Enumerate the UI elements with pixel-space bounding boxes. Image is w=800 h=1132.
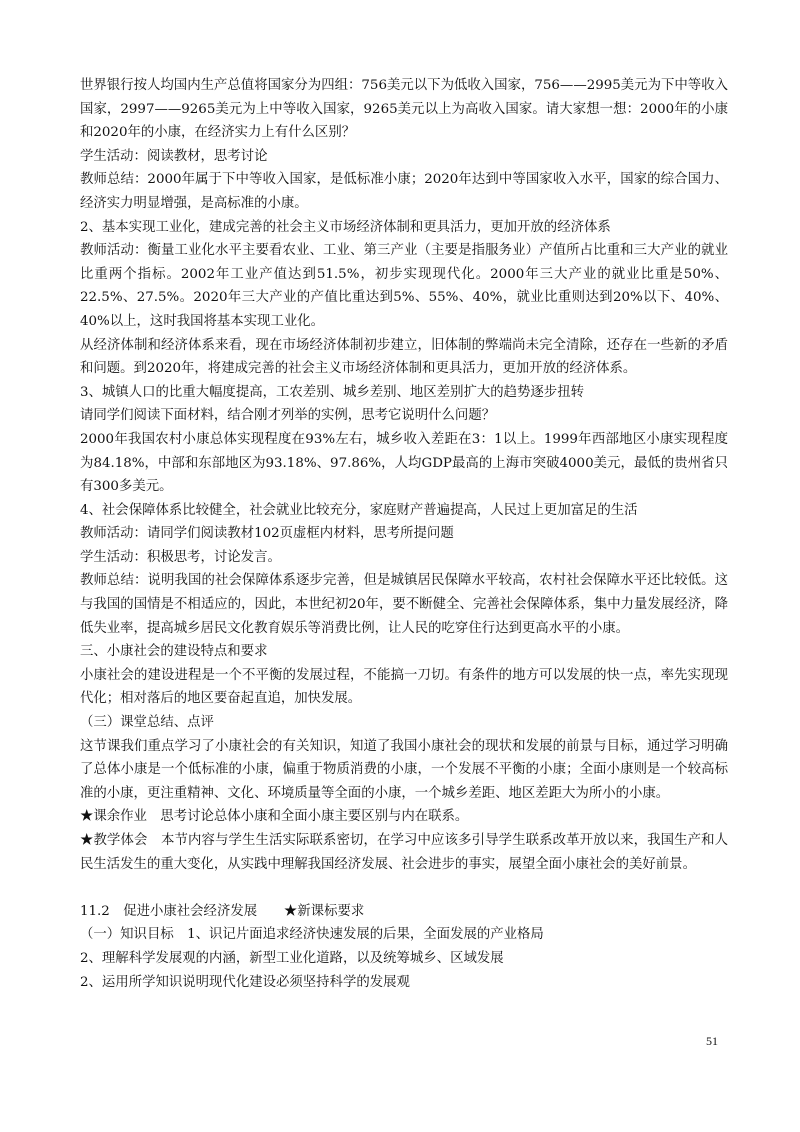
paragraph: 小康社会的建设进程是一个不平衡的发展过程，不能搞一刀切。有条件的地方可以发展的快一点，率先实现现代化；相对落后的地区要奋起直追，加快发展。 [80, 667, 728, 707]
paragraph: 2000年我国农村小康总体实现程度在93%左右，城乡收入差距在3：1以上。1999年西部地区小康实现程度为84.18%，中部和东部地区为93.18%、97.86%，人均GDP最高的上海市突破4000美元，最低的贵州省只有300多美元。 [80, 431, 728, 495]
paragraph: 学生活动：阅读教材，思考讨论 [80, 148, 268, 164]
paragraph: ★教学体会 本节内容与学生生活实际联系密切，在学习中应该多引导学生联系改革开放以来，我国生产和人民生活发生的重大变化，从实践中理解我国经济发展、社会进步的事实，展望全面小康社会的美好前景。 [80, 833, 728, 872]
paragraph: 2、运用所学知识说明现代化建设必须坚持科学的发展观 [80, 974, 410, 990]
blank-line [80, 876, 728, 900]
paragraph: （一）知识目标 1、识记片面追求经济快速发展的后果，全面发展的产业格局 [80, 927, 544, 943]
document-body [80, 74, 728, 994]
paragraph: 2、理解科学发展观的内涵，新型工业化道路，以及统筹城乡、区域发展 [80, 950, 504, 966]
paragraph: 教师活动：衡量工业化水平主要看农业、工业、第三产业（主要是指服务业）产值所占比重和三大产业的就业比重两个指标。2002年工业产值达到51.5%，初步实现现代化。2000年三大产业的就业比重是50%、22.5%、27.5%。2020年三大产业的产值比重达到5%、55%、40%，就业比重则达到20%以下、40%、40%以上，这时我国将基本实现工业化。 [80, 243, 728, 329]
section-heading: 三、小康社会的建设特点和要求 [80, 644, 268, 660]
paragraph: 请同学们阅读下面材料，结合刚才列举的实例，思考它说明什么问题？ [80, 408, 496, 424]
paragraph: 教师总结：2000年属于下中等收入国家，是低标准小康；2020年达到中等国家收入水平，国家的综合国力、经济实力明显增强，是高标准的小康。 [80, 172, 728, 211]
section-heading: 3、城镇人口的比重大幅度提高，工农差别、城乡差别、地区差别扩大的趋势逐步扭转 [80, 384, 584, 400]
paragraph: 学生活动：积极思考，讨论发言。 [80, 549, 281, 565]
section-heading: （三）课堂总结、点评 [80, 715, 214, 731]
paragraph: 从经济体制和经济体系来看，现在市场经济体制初步建立，旧体制的弊端尚未完全清除，还存在一些新的矛盾和问题。到2020年，将建成完善的社会主义市场经济体制和更具活力，更加开放的经济体系。 [80, 337, 728, 377]
page-number: 51 [706, 1034, 718, 1048]
section-heading: 2、基本实现工业化，建成完善的社会主义市场经济体制和更具活力，更加开放的经济体系 [80, 219, 611, 235]
paragraph: 教师总结：说明我国的社会保障体系逐步完善，但是城镇居民保障水平较高，农村社会保障水平还比较低。这与我国的国情是不相适应的，因此，本世纪初20年，要不断健全、完善社会保障体系，集中力量发展经济，降低失业率，提高城乡居民文化教育娱乐等消费比例，让人民的吃穿住行达到更高水平的小康。 [80, 573, 728, 636]
section-heading: 4、社会保障体系比较健全，社会就业比较充分，家庭财产普遍提高，人民过上更加富足的生活 [80, 502, 638, 518]
paragraph: 教师活动：请同学们阅读教材102页虚框内材料，思考所提问题 [80, 526, 454, 542]
paragraph: 世界银行按人均国内生产总值将国家分为四组：756美元以下为低收入国家，756——2995美元为下中等收入国家，2997——9265美元为上中等收入国家，9265美元以上为高收入国家。请大家想一想：2000年的小康和2020年的小康，在经济实力上有什么区别？ [80, 78, 728, 141]
paragraph: ★课余作业 思考讨论总体小康和全面小康主要区别与内在联系。 [80, 809, 469, 825]
section-title: 11.2 促进小康社会经济发展 ★新课标要求 [80, 903, 365, 919]
paragraph: 这节课我们重点学习了小康社会的有关知识，知道了我国小康社会的现状和发展的前景与目标，通过学习明确了总体小康是一个低标准的小康，偏重于物质消费的小康，一个发展不平衡的小康；全面小康则是一个较高标准的小康，更注重精神、文化、环境质量等全面的小康，一个城乡差距、地区差距大为所小的小康。 [80, 738, 728, 801]
